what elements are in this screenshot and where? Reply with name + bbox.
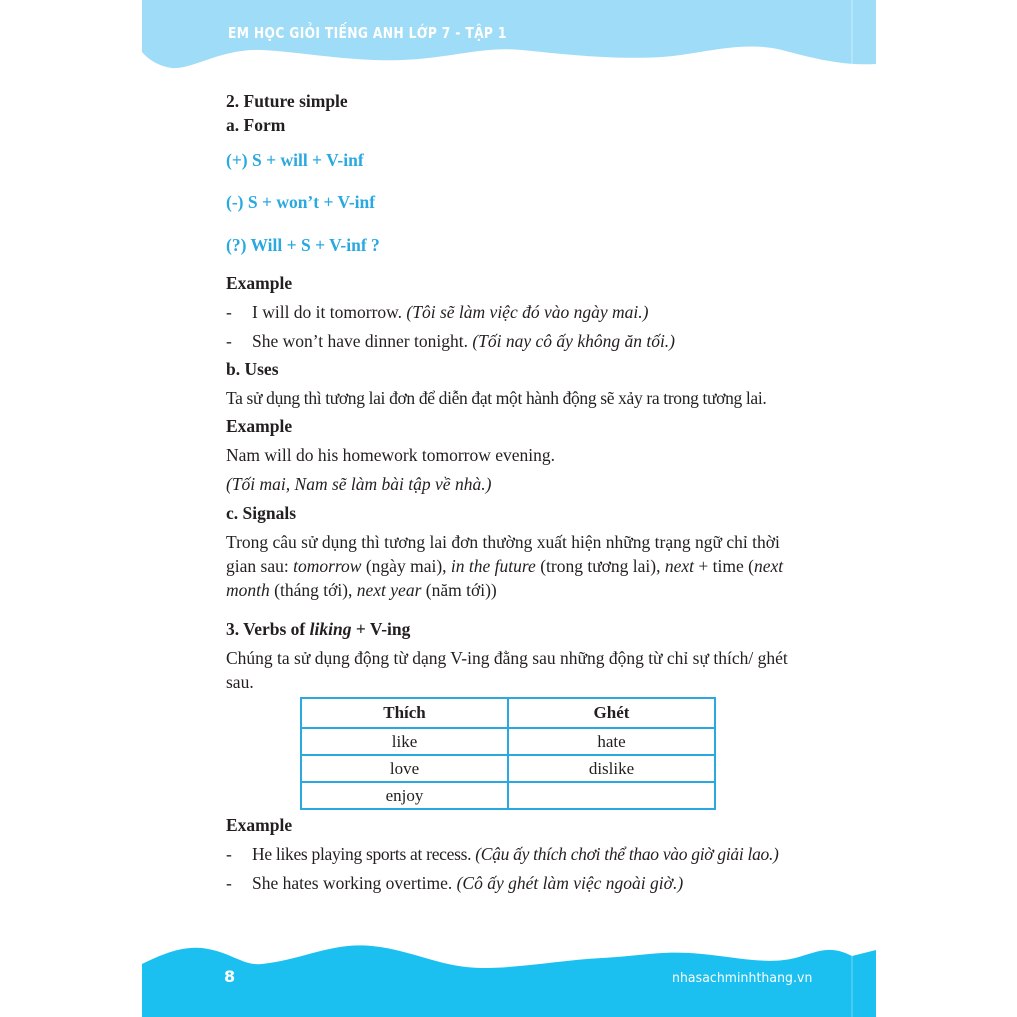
table-row [301, 782, 715, 809]
signal-word: in the future [450, 556, 536, 576]
example-translation: (Cậu ấy thích chơi thể thao vào giờ giải lao.) [475, 844, 779, 864]
table-cell: like [301, 728, 508, 755]
table-row [301, 728, 715, 755]
example-translation: (Tối nay cô ấy không ăn tối.) [472, 331, 676, 351]
bullet-dash: - [226, 302, 232, 322]
book-title-header: EM HỌC GIỎI TIẾNG ANH LỚP 7 - TẬP 1 [228, 24, 507, 42]
example-translation: (Tôi sẽ làm việc đó vào ngày mai.) [406, 302, 649, 322]
signal-word: next month [226, 556, 784, 600]
heading-part-italic: liking [309, 619, 352, 639]
example-english: She hates working overtime. [252, 873, 457, 893]
formula-question: (?) Will + S + V-inf ? [226, 235, 380, 255]
example-english: She won’t have dinner tonight. [252, 331, 473, 351]
subheading-uses: b. Uses [226, 359, 279, 379]
column-header-like: Thích [301, 698, 508, 728]
text-run: (trong tương lai), [535, 556, 665, 576]
table-cell: love [301, 755, 508, 782]
example-english: I will do it tomorrow. [252, 302, 407, 322]
bullet-dash: - [226, 873, 232, 893]
signal-word: next [664, 556, 695, 576]
text-run: (ngày mai), [361, 556, 451, 576]
table-row [301, 755, 715, 782]
example-heading: Example [226, 815, 293, 835]
formula-affirmative: (+) S + will + V-inf [226, 150, 364, 170]
example-translation: (Cô ấy ghét làm việc ngoài giờ.) [456, 873, 684, 893]
bullet-dash: - [226, 331, 232, 351]
example-english: He likes playing sports at recess. [252, 844, 476, 864]
table-cell: hate [508, 728, 715, 755]
verbs-table [300, 697, 716, 810]
section-heading-future-simple: 2. Future simple [226, 91, 348, 111]
text-run: (tháng tới), [269, 580, 357, 600]
page-number: 8 [224, 967, 236, 986]
uses-example-translation: (Tối mai, Nam sẽ làm bài tập về nhà.) [226, 474, 492, 494]
uses-description: Ta sử dụng thì tương lai đơn để diễn đạt một hành động sẽ xảy ra trong tương lai. [226, 388, 767, 408]
column-header-hate: Ghét [508, 698, 715, 728]
table-header-row [301, 698, 715, 728]
book-page [142, 0, 876, 1017]
example-heading: Example [226, 416, 293, 436]
table-cell: dislike [508, 755, 715, 782]
signal-word: tomorrow [293, 556, 362, 576]
heading-part: + V-ing [351, 619, 411, 639]
text-run: Trong câu sử dụng thì tương lai đơn thường xuất hiện những trạng ngữ chỉ thời gian sau: [226, 532, 780, 576]
publisher-url: nhasachminhthang.vn [672, 970, 813, 986]
signals-description [226, 530, 796, 602]
bullet-dash: - [226, 844, 232, 864]
heading-part: 3. Verbs of [226, 619, 310, 639]
formula-negative: (-) S + won’t + V-inf [226, 192, 376, 212]
subheading-form: a. Form [226, 115, 286, 135]
section-heading-verbs-of-liking [226, 617, 410, 641]
text-run: (năm tới)) [421, 580, 497, 600]
table-cell: enjoy [301, 782, 508, 809]
text-run: + time ( [694, 556, 754, 576]
subheading-signals: c. Signals [226, 503, 297, 523]
verbs-of-liking-intro: Chúng ta sử dụng động từ dạng V-ing đằng sau những động từ chỉ sự thích/ ghét sau. [226, 648, 788, 692]
signal-word: next year [356, 580, 422, 600]
table-cell [508, 782, 715, 809]
uses-example-english: Nam will do his homework tomorrow evening. [226, 445, 556, 465]
example-heading: Example [226, 273, 293, 293]
